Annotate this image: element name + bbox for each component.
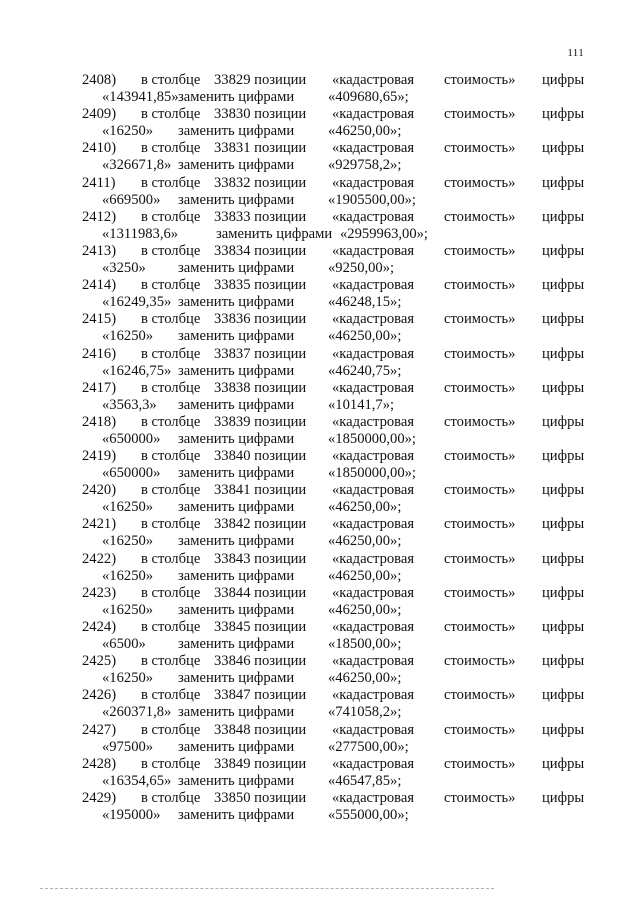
replace-text: заменить цифрами (178, 362, 295, 379)
in-column-text: в столбце (141, 653, 201, 670)
amendment-item (0, 551, 639, 585)
item-number: 2415) (82, 311, 117, 328)
position-text: 33830 позиции (214, 106, 307, 123)
cost-text: стоимость» (444, 721, 516, 738)
replace-text: заменить цифрами (216, 225, 333, 242)
digits-text: цифры (542, 516, 585, 533)
old-value: «326671,8» (102, 157, 172, 174)
item-number: 2426) (82, 687, 117, 704)
cost-text: стоимость» (444, 106, 516, 123)
old-value: «3563,3» (102, 396, 157, 413)
amendment-item (0, 209, 639, 243)
cost-text: стоимость» (444, 379, 516, 396)
page-number: 111 (567, 47, 584, 59)
position-text: 33850 позиции (214, 789, 307, 806)
replace-text: заменить цифрами (178, 533, 295, 550)
new-value: «46250,00»; (328, 670, 402, 687)
position-text: 33832 позиции (214, 174, 307, 191)
item-number: 2418) (82, 413, 117, 430)
new-value: «1850000,00»; (328, 430, 416, 447)
replace-text: заменить цифрами (178, 704, 295, 721)
old-value: «195000» (102, 806, 161, 823)
amendment-item (0, 790, 639, 824)
amendment-item (0, 448, 639, 482)
cadastral-text: «кадастровая (332, 242, 415, 259)
bottom-rule (40, 888, 494, 889)
new-value: «46250,00»; (328, 328, 402, 345)
amendment-item (0, 756, 639, 790)
cadastral-text: «кадастровая (332, 345, 415, 362)
old-value: «650000» (102, 465, 161, 482)
amendment-item (0, 516, 639, 550)
new-value: «741058,2»; (328, 704, 402, 721)
in-column-text: в столбце (141, 413, 201, 430)
digits-text: цифры (542, 789, 585, 806)
position-text: 33837 позиции (214, 345, 307, 362)
digits-text: цифры (542, 311, 585, 328)
replace-text: заменить цифрами (178, 772, 295, 789)
cost-text: стоимость» (444, 311, 516, 328)
digits-text: цифры (542, 242, 585, 259)
old-value: «16250» (102, 601, 154, 618)
new-value: «46248,15»; (328, 294, 402, 311)
replace-text: заменить цифрами (178, 259, 295, 276)
new-value: «46250,00»; (328, 123, 402, 140)
old-value: «650000» (102, 430, 161, 447)
position-text: 33843 позиции (214, 550, 307, 567)
cadastral-text: «кадастровая (332, 277, 415, 294)
cadastral-text: «кадастровая (332, 208, 415, 225)
cost-text: стоимость» (444, 140, 516, 157)
in-column-text: в столбце (141, 174, 201, 191)
position-text: 33834 позиции (214, 242, 307, 259)
old-value: «143941,85» (102, 89, 179, 105)
old-value: «16246,75» (102, 362, 172, 379)
digits-text: цифры (542, 721, 585, 738)
item-number: 2422) (82, 550, 117, 567)
new-value: «1905500,00»; (328, 191, 416, 208)
cadastral-text: «кадастровая (332, 516, 415, 533)
in-column-text: в столбце (141, 106, 201, 123)
cadastral-text: «кадастровая (332, 106, 415, 123)
cost-text: стоимость» (444, 653, 516, 670)
digits-text: цифры (542, 140, 585, 157)
replace-text: заменить цифрами (178, 601, 295, 618)
in-column-text: в столбце (141, 208, 201, 225)
new-value: «46250,00»; (328, 601, 402, 618)
cadastral-text: «кадастровая (332, 789, 415, 806)
position-text: 33838 позиции (214, 379, 307, 396)
position-text: 33831 позиции (214, 140, 307, 157)
in-column-text: в столбце (141, 619, 201, 635)
replace-text: заменить цифрами (178, 123, 295, 140)
item-number: 2425) (82, 653, 117, 670)
cost-text: стоимость» (444, 516, 516, 533)
replace-text: заменить цифрами (178, 191, 295, 208)
in-column-text: в столбце (141, 140, 201, 157)
cost-text: стоимость» (444, 482, 516, 499)
item-number: 2412) (82, 208, 117, 225)
digits-text: цифры (542, 277, 585, 294)
in-column-text: в столбце (141, 687, 201, 704)
item-number: 2414) (82, 277, 117, 294)
item-number: 2413) (82, 242, 117, 259)
digits-text: цифры (542, 619, 585, 635)
new-value: «9250,00»; (328, 259, 395, 276)
item-number: 2417) (82, 379, 117, 396)
digits-text: цифры (542, 379, 585, 396)
amendment-item (0, 380, 639, 414)
new-value: «409680,65»; (328, 89, 409, 105)
position-text: 33841 позиции (214, 482, 307, 499)
old-value: «16250» (102, 499, 154, 516)
position-text: 33829 позиции (214, 72, 307, 88)
replace-text: заменить цифрами (178, 396, 295, 413)
old-value: «97500» (102, 738, 154, 755)
amendment-item (0, 140, 639, 174)
item-number: 2419) (82, 448, 117, 465)
item-number: 2427) (82, 721, 117, 738)
digits-text: цифры (542, 482, 585, 499)
replace-text: заменить цифрами (178, 294, 295, 311)
cost-text: стоимость» (444, 789, 516, 806)
new-value: «555000,00»; (328, 806, 409, 823)
in-column-text: в столбце (141, 379, 201, 396)
cost-text: стоимость» (444, 619, 516, 635)
replace-text: заменить цифрами (178, 806, 295, 823)
position-text: 33844 позиции (214, 584, 307, 601)
new-value: «18500,00»; (328, 636, 402, 652)
digits-text: цифры (542, 174, 585, 191)
cost-text: стоимость» (444, 72, 516, 88)
cost-text: стоимость» (444, 242, 516, 259)
digits-text: цифры (542, 345, 585, 362)
new-value: «2959963,00»; (340, 225, 428, 242)
amendment-item (0, 346, 639, 380)
replace-text: заменить цифрами (178, 636, 295, 652)
new-value: «46547,85»; (328, 772, 402, 789)
item-number: 2424) (82, 619, 117, 635)
new-value: «46250,00»; (328, 499, 402, 516)
in-column-text: в столбце (141, 72, 201, 88)
item-number: 2420) (82, 482, 117, 499)
cost-text: стоимость» (444, 277, 516, 294)
old-value: «16250» (102, 567, 154, 584)
old-value: «3250» (102, 259, 146, 276)
in-column-text: в столбце (141, 550, 201, 567)
in-column-text: в столбце (141, 448, 201, 465)
old-value: «16249,35» (102, 294, 172, 311)
replace-text: заменить цифрами (178, 670, 295, 687)
new-value: «46250,00»; (328, 567, 402, 584)
position-text: 33836 позиции (214, 311, 307, 328)
cadastral-text: «кадастровая (332, 584, 415, 601)
old-value: «16250» (102, 328, 154, 345)
old-value: «16354,65» (102, 772, 172, 789)
item-number: 2421) (82, 516, 117, 533)
amendment-item (0, 175, 639, 209)
in-column-text: в столбце (141, 721, 201, 738)
new-value: «1850000,00»; (328, 465, 416, 482)
amendment-item (0, 619, 639, 653)
cadastral-text: «кадастровая (332, 687, 415, 704)
cadastral-text: «кадастровая (332, 379, 415, 396)
item-number: 2416) (82, 345, 117, 362)
in-column-text: в столбце (141, 242, 201, 259)
in-column-text: в столбце (141, 516, 201, 533)
cost-text: стоимость» (444, 687, 516, 704)
old-value: «16250» (102, 533, 154, 550)
digits-text: цифры (542, 72, 585, 88)
digits-text: цифры (542, 550, 585, 567)
old-value: «6500» (102, 636, 146, 652)
replace-text: заменить цифрами (178, 465, 295, 482)
item-number: 2429) (82, 789, 117, 806)
cadastral-text: «кадастровая (332, 72, 415, 88)
new-value: «46240,75»; (328, 362, 402, 379)
cadastral-text: «кадастровая (332, 413, 415, 430)
position-text: 33845 позиции (214, 619, 307, 635)
cadastral-text: «кадастровая (332, 482, 415, 499)
position-text: 33840 позиции (214, 448, 307, 465)
cost-text: стоимость» (444, 448, 516, 465)
cadastral-text: «кадастровая (332, 174, 415, 191)
replace-text: заменить цифрами (178, 738, 295, 755)
old-value: «16250» (102, 123, 154, 140)
amendment-item (0, 311, 639, 345)
cadastral-text: «кадастровая (332, 619, 415, 635)
cost-text: стоимость» (444, 208, 516, 225)
position-text: 33835 позиции (214, 277, 307, 294)
in-column-text: в столбце (141, 584, 201, 601)
item-number: 2409) (82, 106, 117, 123)
in-column-text: в столбце (141, 345, 201, 362)
digits-text: цифры (542, 208, 585, 225)
amendment-list (0, 72, 639, 824)
amendment-item (0, 687, 639, 721)
amendment-item (0, 482, 639, 516)
cost-text: стоимость» (444, 755, 516, 772)
amendment-item (0, 585, 639, 619)
cadastral-text: «кадастровая (332, 721, 415, 738)
old-value: «669500» (102, 191, 161, 208)
position-text: 33848 позиции (214, 721, 307, 738)
replace-text: заменить цифрами (178, 328, 295, 345)
in-column-text: в столбце (141, 311, 201, 328)
cost-text: стоимость» (444, 174, 516, 191)
old-value: «16250» (102, 670, 154, 687)
item-number: 2423) (82, 584, 117, 601)
digits-text: цифры (542, 687, 585, 704)
amendment-item (0, 106, 639, 140)
digits-text: цифры (542, 448, 585, 465)
old-value: «1311983,6» (102, 225, 179, 242)
position-text: 33842 позиции (214, 516, 307, 533)
replace-text: заменить цифрами (178, 567, 295, 584)
item-number: 2411) (82, 174, 116, 191)
replace-text: заменить цифрами (178, 157, 295, 174)
cadastral-text: «кадастровая (332, 653, 415, 670)
new-value: «277500,00»; (328, 738, 409, 755)
amendment-item (0, 72, 639, 106)
digits-text: цифры (542, 413, 585, 430)
cadastral-text: «кадастровая (332, 448, 415, 465)
new-value: «46250,00»; (328, 533, 402, 550)
digits-text: цифры (542, 106, 585, 123)
old-value: «260371,8» (102, 704, 172, 721)
new-value: «10141,7»; (328, 396, 395, 413)
in-column-text: в столбце (141, 789, 201, 806)
replace-text: заменить цифрами (178, 499, 295, 516)
in-column-text: в столбце (141, 755, 201, 772)
amendment-item (0, 722, 639, 756)
item-number: 2428) (82, 755, 117, 772)
position-text: 33847 позиции (214, 687, 307, 704)
amendment-item (0, 653, 639, 687)
in-column-text: в столбце (141, 277, 201, 294)
amendment-item (0, 277, 639, 311)
replace-text: заменить цифрами (178, 89, 295, 105)
position-text: 33846 позиции (214, 653, 307, 670)
in-column-text: в столбце (141, 482, 201, 499)
cadastral-text: «кадастровая (332, 550, 415, 567)
replace-text: заменить цифрами (178, 430, 295, 447)
digits-text: цифры (542, 755, 585, 772)
digits-text: цифры (542, 653, 585, 670)
item-number: 2410) (82, 140, 117, 157)
item-number: 2408) (82, 72, 117, 88)
cost-text: стоимость» (444, 550, 516, 567)
position-text: 33833 позиции (214, 208, 307, 225)
position-text: 33849 позиции (214, 755, 307, 772)
new-value: «929758,2»; (328, 157, 402, 174)
cost-text: стоимость» (444, 345, 516, 362)
cadastral-text: «кадастровая (332, 755, 415, 772)
cost-text: стоимость» (444, 584, 516, 601)
cadastral-text: «кадастровая (332, 311, 415, 328)
amendment-item (0, 414, 639, 448)
digits-text: цифры (542, 584, 585, 601)
amendment-item (0, 243, 639, 277)
position-text: 33839 позиции (214, 413, 307, 430)
cadastral-text: «кадастровая (332, 140, 415, 157)
cost-text: стоимость» (444, 413, 516, 430)
